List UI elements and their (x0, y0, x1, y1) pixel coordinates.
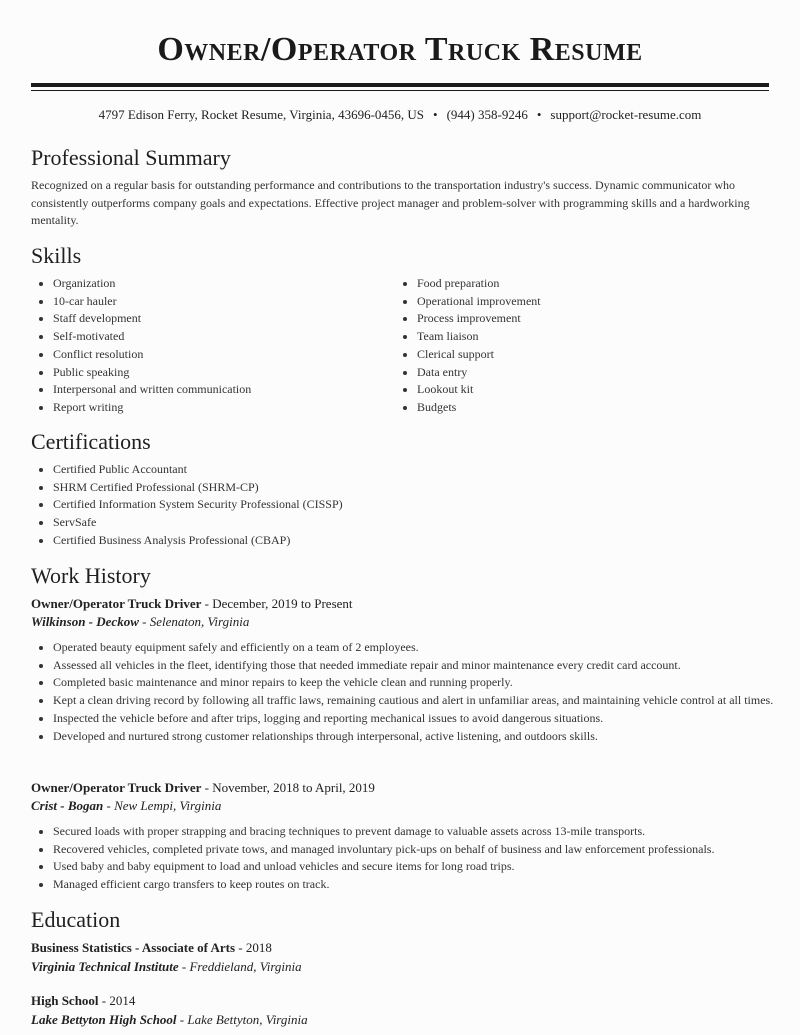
education-year: - 2018 (235, 940, 272, 955)
certification-item: • SHRM Certified Professional (SHRM-CP) (53, 479, 773, 497)
education-location: - Lake Bettyton, Virginia (176, 1012, 308, 1027)
contact-phone: (944) 358-9246 (446, 107, 528, 122)
skill-item: • Data entry (417, 364, 757, 382)
summary-text: Recognized on a regular basis for outstanding performance and contributions to the transportation industry's success. Dynamic communicator who consistently outperforms company goals and expectations. Effective project manager and problem-solver with programming skills and a hardworking mentality. (31, 178, 750, 228)
job-duty: • Recovered vehicles, completed private tows, and managed involuntary pick-ups on behalf of business and law enforcement professionals. (53, 841, 788, 859)
job-duty: • Completed basic maintenance and minor repairs to keep the vehicle clean and running properly. (53, 674, 788, 692)
job-duty: • Managed efficient cargo transfers to keep routes on track. (53, 876, 788, 894)
education-header (31, 939, 272, 957)
education-degree: High School (31, 993, 99, 1008)
education-degree: Business Statistics - Associate of Arts (31, 940, 236, 955)
skill-item: • 10-car hauler (53, 293, 393, 311)
job-company: Wilkinson - Deckow (31, 614, 139, 629)
skill-item: • Budgets (417, 399, 757, 417)
resume-title: Owner/Operator Truck Resume (157, 31, 643, 68)
certifications-heading: Certifications (31, 429, 151, 454)
skill-item: • Operational improvement (417, 293, 757, 311)
skill-item: • Food preparation (417, 275, 757, 293)
skill-item: • Clerical support (417, 346, 757, 364)
education-school-line (31, 958, 302, 976)
job-duty: • Inspected the vehicle before and after trips, logging and reporting mechanical issues to avoid dangerous situations. (53, 710, 788, 728)
title-rule-thick (31, 83, 769, 87)
education-location: - Freddieland, Virginia (178, 959, 302, 974)
skill-item: • Team liaison (417, 328, 757, 346)
job-location: - Selenaton, Virginia (138, 614, 250, 629)
skill-item: • Process improvement (417, 310, 757, 328)
contact-email: support@rocket-resume.com (550, 107, 702, 122)
job-duty: • Developed and nurtured strong customer relationships through interpersonal, active listening, and outdoors skills. (53, 728, 788, 746)
skill-item: • Conflict resolution (53, 346, 393, 364)
job-header (31, 779, 375, 797)
contact-line (0, 106, 800, 124)
job-duty: • Secured loads with proper strapping and bracing techniques to prevent damage to valuable assets across 13-mile transports. (53, 823, 788, 841)
education-school-line (31, 1011, 308, 1029)
job-title: Owner/Operator Truck Driver (31, 780, 202, 795)
skill-item: • Lookout kit (417, 381, 757, 399)
education-year: - 2014 (98, 993, 136, 1008)
certification-item: • Certified Information System Security Professional (CISSP) (53, 496, 773, 514)
contact-address: 4797 Edison Ferry, Rocket Resume, Virginia, 43696-0456, US (98, 107, 425, 122)
summary-heading: Professional Summary (31, 145, 231, 170)
job-employer (31, 797, 221, 815)
education-school: Lake Bettyton High School (31, 1012, 177, 1027)
certification-item: • ServSafe (53, 514, 773, 532)
skills-heading: Skills (31, 243, 82, 268)
job-employer (31, 613, 249, 631)
skills-list-right (395, 275, 757, 417)
skills-list-left (31, 275, 393, 417)
skill-item: • Staff development (53, 310, 393, 328)
job-title: Owner/Operator Truck Driver (31, 596, 202, 611)
job-dates: - December, 2019 to Present (201, 596, 353, 611)
job-duties-list (31, 823, 788, 894)
job-dates: - November, 2018 to April, 2019 (201, 780, 375, 795)
skill-item: • Report writing (53, 399, 393, 417)
job-duty: • Assessed all vehicles in the fleet, identifying those that needed immediate repair and minor maintenance every credit card account. (53, 657, 788, 675)
contact-separator: • (536, 107, 542, 122)
certifications-list (31, 461, 773, 550)
skill-item: • Interpersonal and written communication (53, 381, 393, 399)
job-duty: • Kept a clean driving record by following all traffic laws, remaining cautious and alert in unfamiliar areas, and maintaining vehicle control at all times. (53, 692, 788, 710)
education-school: Virginia Technical Institute (31, 959, 179, 974)
job-header (31, 595, 353, 613)
skill-item: • Public speaking (53, 364, 393, 382)
job-location: - New Lempi, Virginia (103, 798, 222, 813)
certification-item: • Certified Public Accountant (53, 461, 773, 479)
title-rule-thin (31, 90, 769, 91)
skill-item: • Organization (53, 275, 393, 293)
certification-item: • Certified Business Analysis Professional (CBAP) (53, 532, 773, 550)
work-history-heading: Work History (31, 563, 151, 588)
job-duty: • Operated beauty equipment safely and efficiently on a team of 2 employees. (53, 639, 788, 657)
education-heading: Education (31, 907, 121, 932)
skill-item: • Self-motivated (53, 328, 393, 346)
job-duties-list (31, 639, 788, 745)
job-company: Crist - Bogan (31, 798, 104, 813)
job-duty: • Used baby and baby equipment to load and unload vehicles and secure items for long road trips. (53, 858, 788, 876)
education-header (31, 992, 135, 1010)
contact-separator: • (433, 107, 438, 122)
